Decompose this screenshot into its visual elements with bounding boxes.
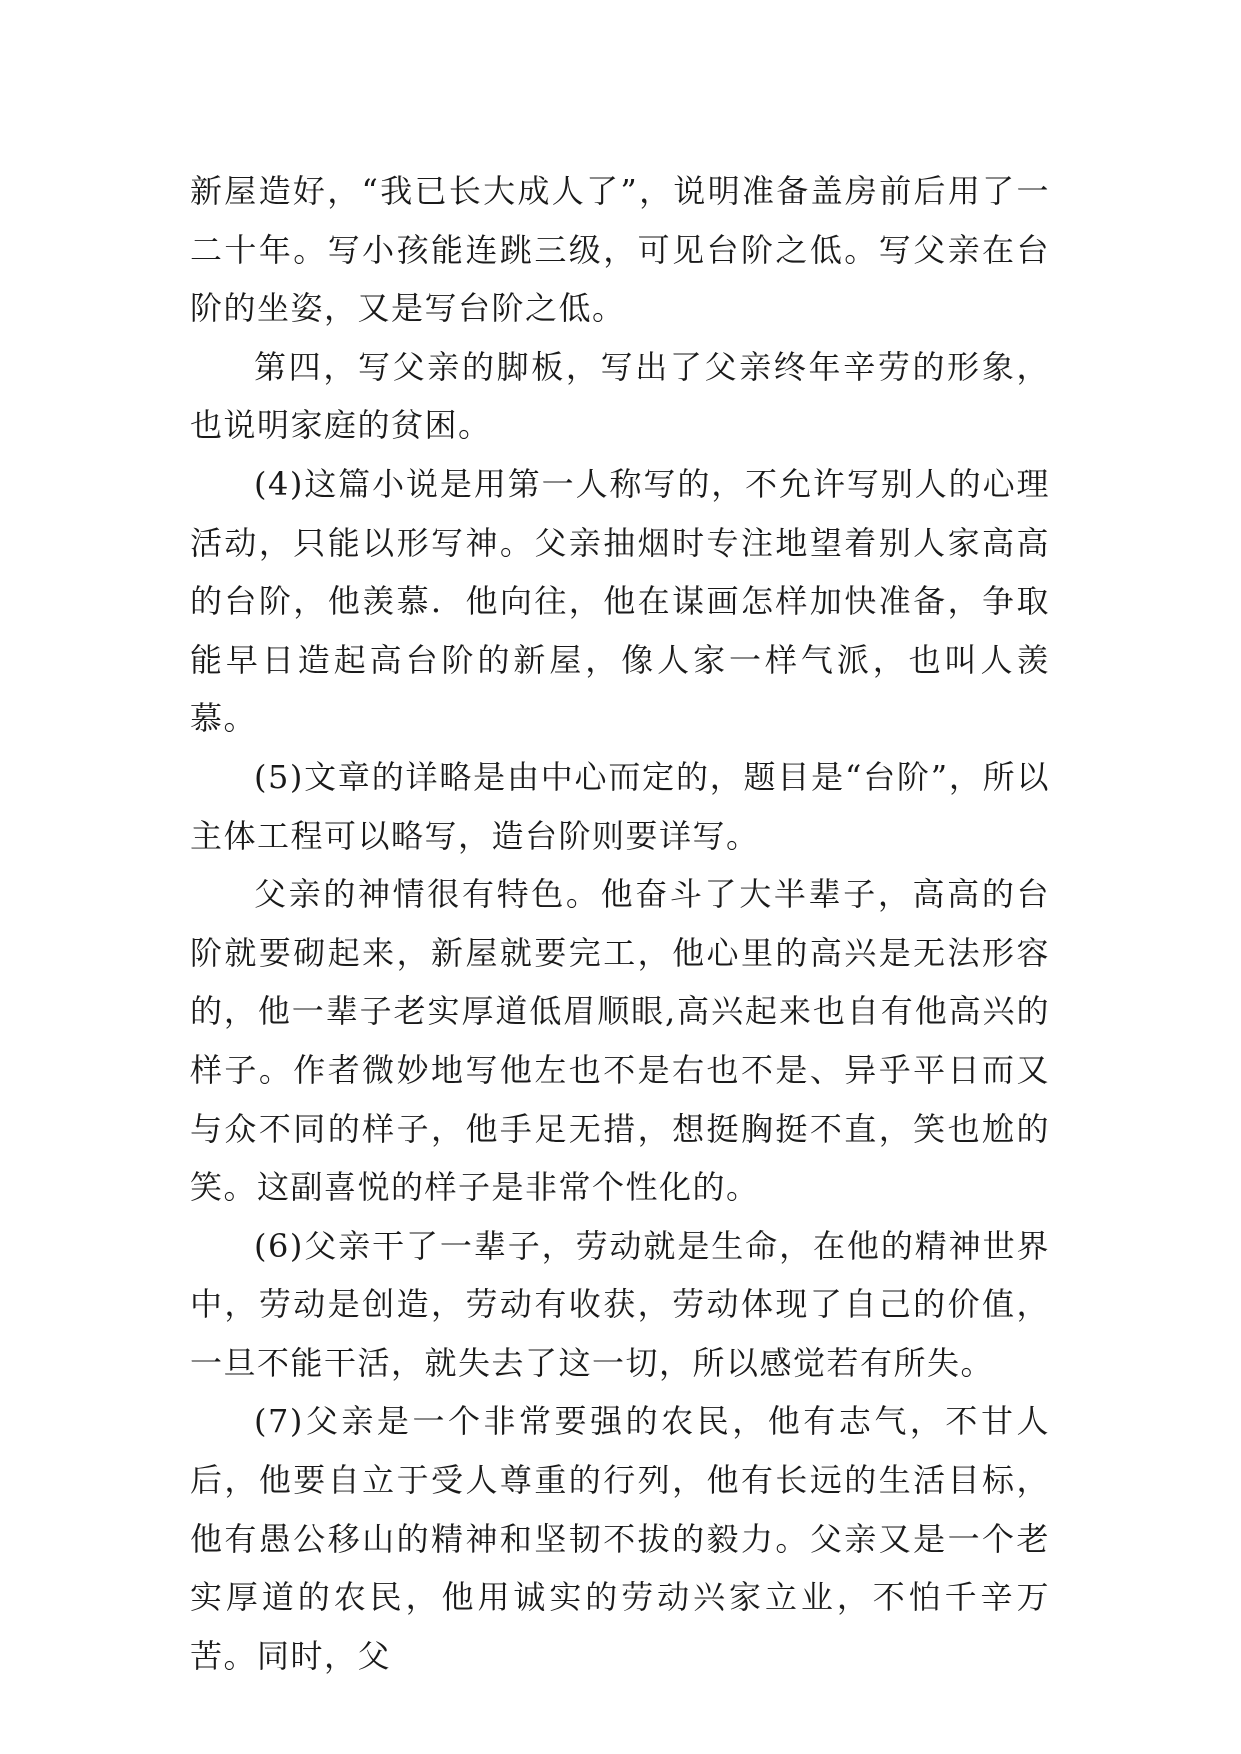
body-text <box>190 162 1050 1685</box>
paragraph-7: (7)父亲是一个非常要强的农民，他有志气，不甘人后，他要自立于受人尊重的行列，他有长远的生活目标，他有愚公移山的精神和坚韧不拔的毅力。父亲又是一个老实厚道的农民，他用诚实的劳动兴家立业，不怕千辛万苦。同时，父 <box>190 1402 1050 1675</box>
paragraph-6: (6)父亲干了一辈子，劳动就是生命，在他的精神世界中，劳动是创造，劳动有收获，劳动体现了自己的价值，一旦不能干活，就失去了这一切，所以感觉若有所失。 <box>190 1226 1050 1382</box>
paragraph-4: (5)文章的详略是由中心而定的，题目是“台阶”，所以主体工程可以略写，造台阶则要详写。 <box>190 757 1050 855</box>
paragraph-1: 新屋造好，“我已长大成人了”，说明准备盖房前后用了一二十年。写小孩能连跳三级，可见台阶之低。写父亲在台阶的坐姿，又是写台阶之低。 <box>190 172 1050 328</box>
paragraph-5: 父亲的神情很有特色。他奋斗了大半辈子，高高的台阶就要砌起来，新屋就要完工，他心里的高兴是无法形容的，他一辈子老实厚道低眉顺眼,高兴起来也自有他高兴的样子。作者微妙地写他左也不是右也不是、异乎平日而又与众不同的样子，他手足无措，想挺胸挺不直，笑也尬的笑。这副喜悦的样子是非常个性化的。 <box>190 875 1050 1207</box>
paragraph-2: 第四，写父亲的脚板，写出了父亲终年辛劳的形象，也说明家庭的贫困。 <box>190 347 1050 445</box>
paragraph-3: (4)这篇小说是用第一人称写的，不允许写别人的心理活动，只能以形写神。父亲抽烟时专注地望着别人家高高的台阶，他羡慕．他向往，他在谋画怎样加快准备，争取能早日造起高台阶的新屋，像人家一样气派，也叫人羡慕。 <box>190 464 1050 738</box>
